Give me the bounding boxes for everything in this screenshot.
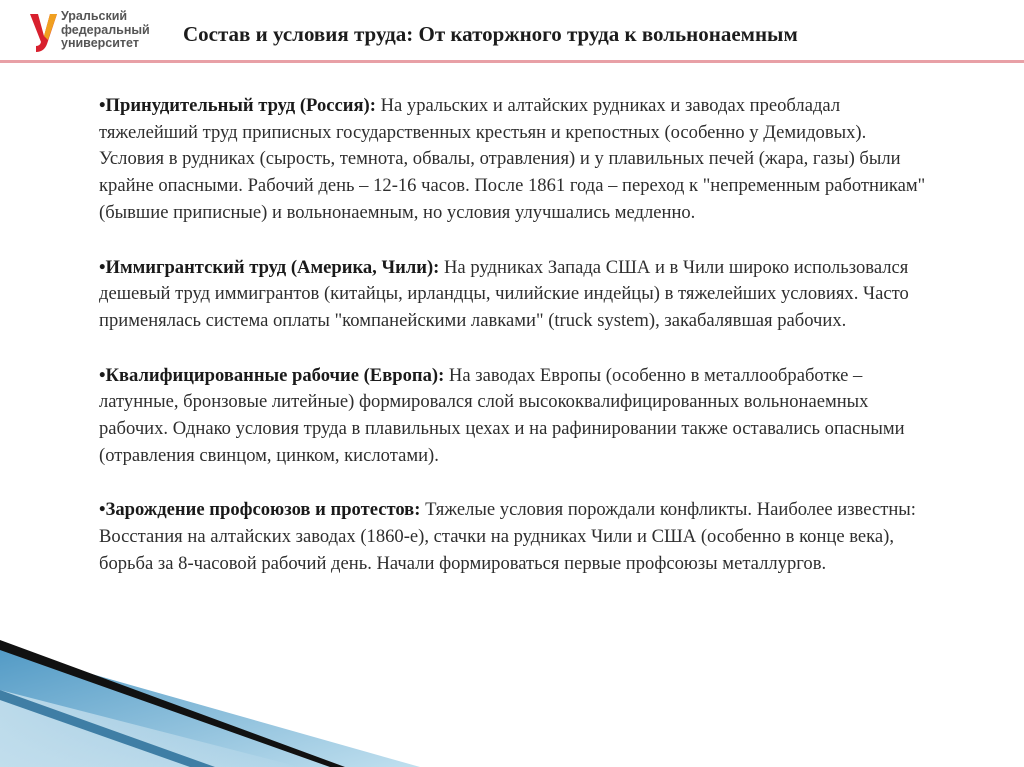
bullet-heading: •Зарождение профсоюзов и протестов: <box>99 499 421 521</box>
logo-line-2: федеральный <box>61 22 150 37</box>
bullet-forced-labor <box>99 93 929 227</box>
header-divider <box>0 60 1024 63</box>
bullet-trade-unions <box>99 497 929 577</box>
bullet-text: На заводах Европы (особенно в металлообработке – латунные, бронзовые литейные) формировался слой высококвалифицированных вольнонаемных рабочих. Однако условия труда в плавильных цехах и на рафинировании также оставались опасными (отравления свинцом, цинком, кислотами). <box>99 364 905 466</box>
bullet-text: На рудниках Запада США и в Чили широко использовался дешевый труд иммигрантов (китайцы, ирландцы, чилийские индейцы) в тяжелейших условиях. Часто применялась система оплаты "компанейскими лавками" (truck system), закабалявшая рабочих. <box>99 256 909 331</box>
bullet-heading: •Иммигрантский труд (Америка, Чили): <box>99 256 440 278</box>
slide-content <box>99 93 929 606</box>
bullet-immigrant-labor <box>99 255 929 335</box>
university-logo-icon <box>28 10 58 54</box>
logo-line-3: университет <box>61 36 139 50</box>
logo-line-1: Уральский <box>61 9 128 23</box>
bullet-heading: •Квалифицированные рабочие (Европа): <box>99 364 445 386</box>
university-logo <box>28 8 168 58</box>
bullet-heading: •Принудительный труд (Россия): <box>99 95 376 116</box>
slide-title: Состав и условия труда: От каторжного труда к вольнонаемным <box>183 22 798 46</box>
university-logo-text <box>61 10 150 51</box>
bullet-text: На уральских и алтайских рудниках и заводах преобладал тяжелейший труд приписных государственных крестьян и крепостных (особенно у Демидовых). Условия в рудниках (сырость, темнота, обвалы, отравления) и у плавильных печей (жара, газы) были крайне опасными. Рабочий день – 12-16 часов. После 1861 года – переход к "непременным работникам" (бывшие приписные) и вольнонаемным, но условия улучшались медленно. <box>99 95 926 223</box>
bullet-text: Тяжелые условия порождали конфликты. Наиболее известны: Восстания на алтайских заводах (1860-е), стачки на рудниках Чили и США (особенно в конце века), борьба за 8-часовой рабочий день. Начали формироваться первые профсоюзы металлургов. <box>99 499 916 574</box>
bullet-skilled-workers <box>99 363 929 470</box>
